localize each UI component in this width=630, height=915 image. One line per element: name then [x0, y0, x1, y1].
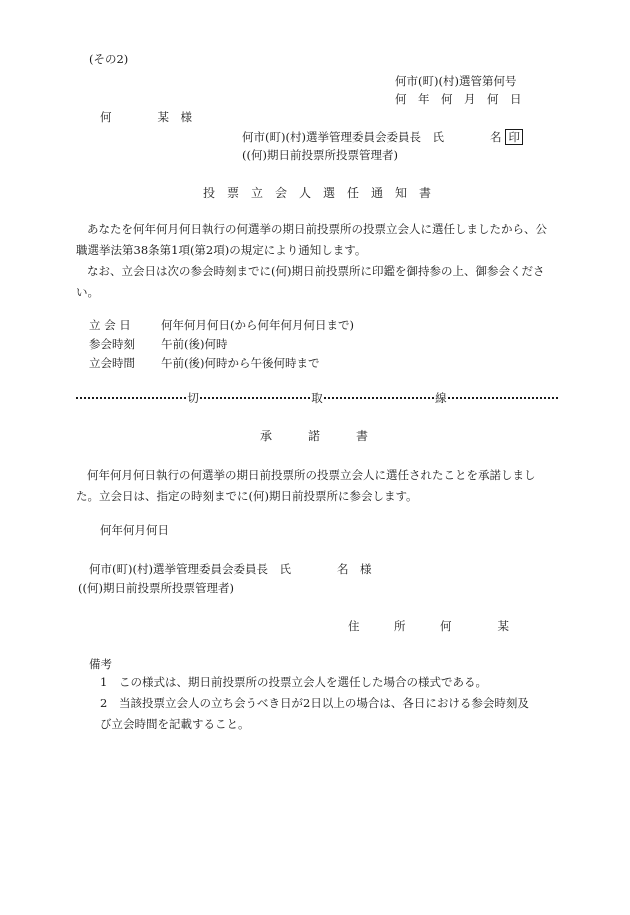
schedule-label: 参会時刻 [89, 337, 135, 351]
issuer [242, 129, 523, 145]
schedule-row [89, 337, 227, 352]
note-number: 2 [100, 696, 108, 710]
schedule-value: 何年何月何日(から何年何月何日まで) [161, 318, 354, 332]
body-paragraph-1: あなたを何年何月何日執行の何選挙の期日前投票所の投票立会人に選任しましたから、公職選挙法第38条第1項(第2項)の規定により通知します。 [76, 222, 547, 257]
note-item [100, 693, 540, 735]
acceptance-date: 何年何月何日 [100, 523, 169, 537]
cut-line [76, 391, 558, 405]
schedule-label: 立 会 日 [89, 318, 131, 332]
body-paragraph-2: なお、立会日は次の参会時刻までに(何)期日前投票所に印鑑を御持参の上、御参会ください。 [76, 264, 545, 299]
acceptance-signer: 住 所 何 某 [348, 619, 509, 633]
cut-line-dots [324, 397, 434, 399]
seal-mark: 印 [505, 129, 523, 145]
cut-line-word: 線 [435, 391, 447, 405]
note-item [100, 672, 540, 693]
document-title: 投 票 立 会 人 選 任 通 知 書 [203, 186, 432, 200]
issuer-name: 何市(町)(村)選挙管理委員会委員長 氏 名 [242, 130, 502, 144]
notes-heading: 備考 [89, 657, 112, 671]
cut-line-dots [76, 397, 186, 399]
cut-line-dots [448, 397, 558, 399]
schedule-value: 午前(後)何時から午後何時まで [161, 356, 320, 370]
acceptance-title: 承 諾 書 [260, 429, 369, 443]
addressee: 何 某 様 [100, 110, 192, 124]
schedule-label: 立会時間 [89, 356, 135, 370]
cut-line-word: 取 [311, 391, 323, 405]
note-text: 当該投票立会人の立ち会うべき日が2日以上の場合は、各日における参会時刻及び立会時間を記載すること。 [100, 696, 529, 731]
issue-date: 何 年 何 月 何 日 [395, 92, 522, 106]
note-text: この様式は、期日前投票所の投票立会人を選任した場合の様式である。 [119, 675, 487, 689]
reference-number: 何市(町)(村)選管第何号 [395, 74, 517, 88]
schedule-row [89, 318, 354, 333]
acceptance-paragraph: 何年何月何日執行の何選挙の期日前投票所の投票立会人に選任されたことを承諾しました。立会日は、指定の時刻までに(何)期日前投票所に参会します。 [76, 468, 536, 503]
acceptance-addressee: 何市(町)(村)選挙管理委員会委員長 氏 名 様 [89, 562, 372, 576]
cut-line-word: 切 [187, 391, 199, 405]
acceptance-addressee-alternate: ((何)期日前投票所投票管理者) [78, 581, 234, 595]
form-number: (その2) [89, 52, 129, 66]
schedule-value: 午前(後)何時 [161, 337, 228, 351]
note-number: 1 [100, 675, 108, 689]
schedule-row [89, 356, 319, 371]
cut-line-dots [200, 397, 310, 399]
issuer-alternate: ((何)期日前投票所投票管理者) [242, 148, 398, 162]
